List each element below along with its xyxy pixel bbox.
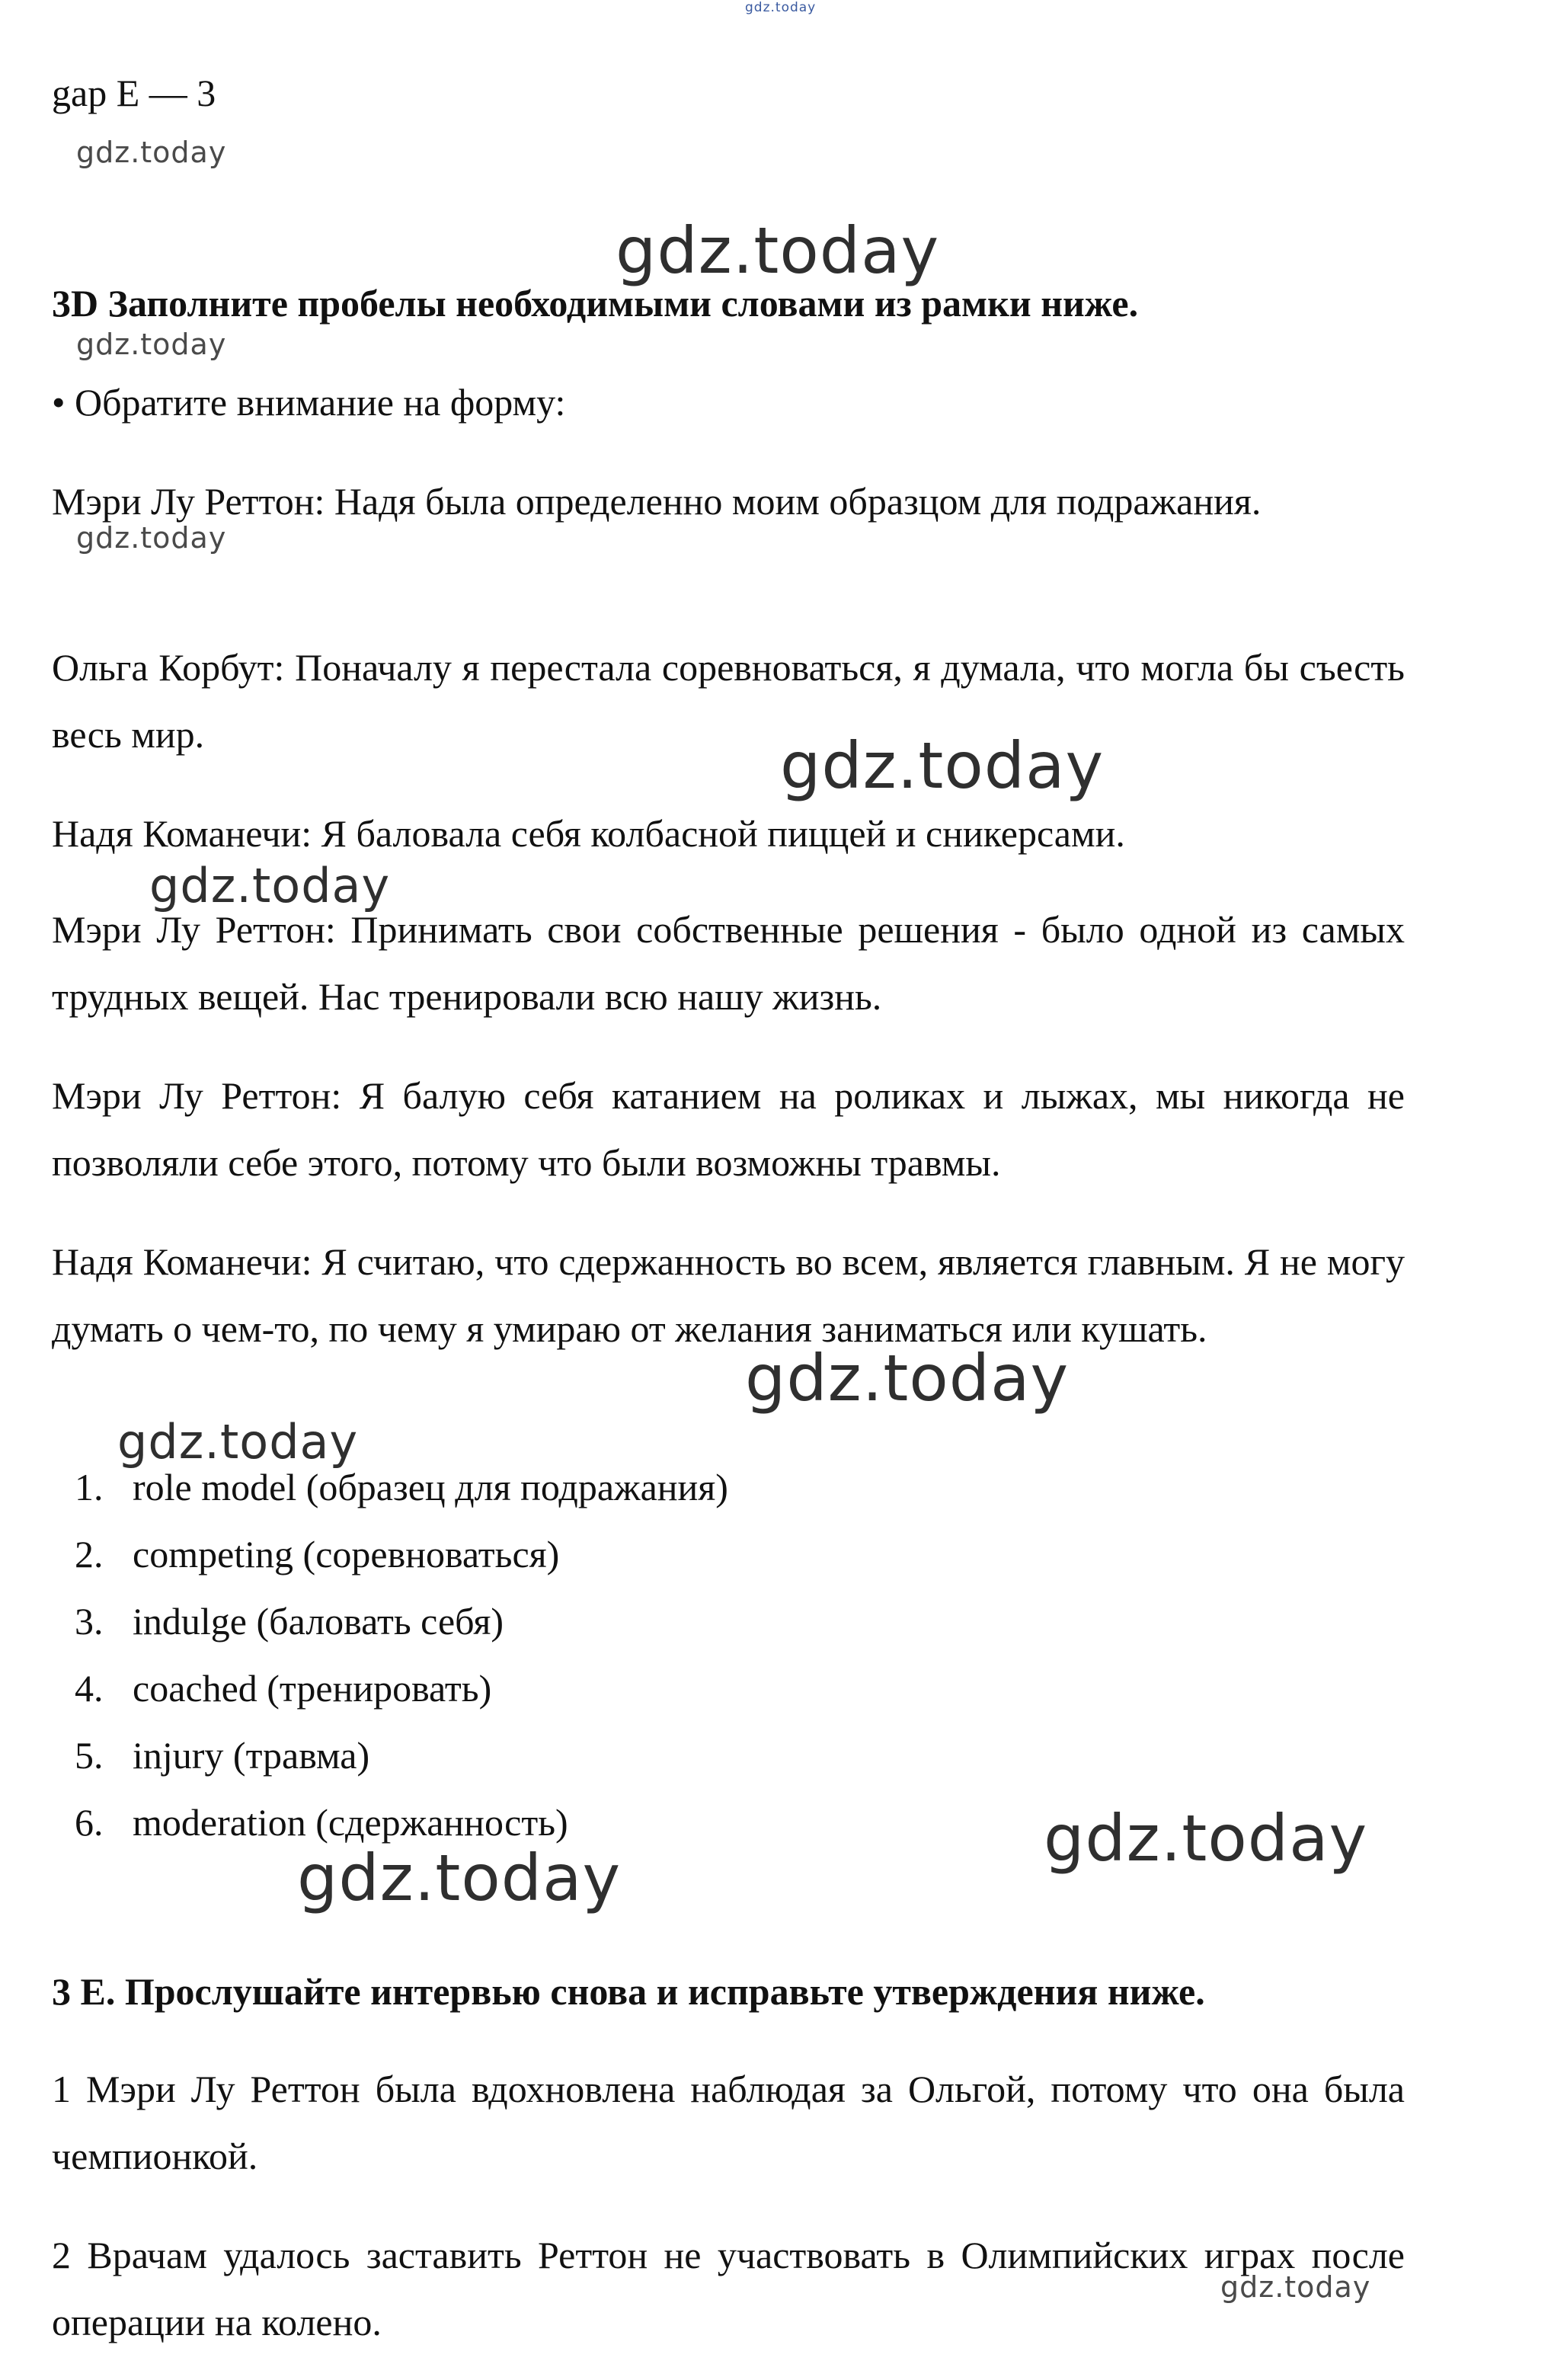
site-mark: gdz.today	[745, 0, 817, 15]
answer-item	[52, 1588, 728, 1655]
task-3d-paragraph: Мэри Лу Реттон: Я балую себя катанием на роликах и лыжах, мы никогда не позволяли себе этого, потому что были возможны травмы.	[52, 1074, 1405, 1184]
watermark: gdz.today	[616, 213, 940, 288]
task-3d-paragraph: Ольга Корбут: Поначалу я перестала соревноваться, я думала, что могла бы съесть весь мир.	[52, 646, 1405, 756]
task-3d-paragraph: Мэри Лу Реттон: Надя была определенно моим образцом для подражания.	[52, 480, 1262, 523]
answer-number: 1.	[75, 1466, 104, 1508]
answer-number: 6.	[75, 1801, 104, 1844]
answer-number: 5.	[75, 1734, 104, 1777]
watermark: gdz.today	[780, 728, 1105, 803]
task-3e-heading: 3 E. Прослушайте интервью снова и исправьте утверждения ниже.	[52, 1970, 1205, 2013]
task-3d-paragraph: Надя Команечи: Я баловала себя колбасной пиццей и сникерсами.	[52, 812, 1125, 855]
page-title: gap E — 3	[52, 72, 216, 114]
answer-text: moderation (сдержанность)	[133, 1801, 568, 1844]
answer-list	[52, 1454, 728, 1856]
task-3e-item: 2 Врачам удалось заставить Реттон не участвовать в Олимпийских играх после операции на колено.	[52, 2234, 1405, 2343]
answer-text: competing (соревноваться)	[133, 1533, 560, 1575]
answer-number: 3.	[75, 1600, 104, 1643]
answer-item	[52, 1655, 728, 1722]
watermark: gdz.today	[76, 328, 227, 361]
watermark: gdz.today	[1044, 1801, 1368, 1876]
watermark: gdz.today	[297, 1841, 622, 1915]
watermark: gdz.today	[1220, 2270, 1371, 2304]
answer-item	[52, 1521, 728, 1588]
task-3d-paragraph: Мэри Лу Реттон: Принимать свои собственные решения - было одной из самых трудных вещей. Нас тренировали всю нашу жизнь.	[52, 908, 1405, 1018]
answer-text: injury (травма)	[133, 1734, 370, 1777]
watermark: gdz.today	[76, 521, 227, 555]
watermark: gdz.today	[149, 858, 391, 913]
answer-item	[52, 1722, 728, 1789]
task-3d-heading: 3D Заполните пробелы необходимыми словами из рамки ниже.	[52, 282, 1139, 325]
task-3d-paragraph: Надя Команечи: Я считаю, что сдержанность во всем, является главным. Я не могу думать о чем-то, по чему я умираю от желания заниматься или кушать.	[52, 1240, 1405, 1350]
task-3e-item: 1 Мэри Лу Реттон была вдохновлена наблюдая за Ольгой, потому что она была чемпионкой.	[52, 2068, 1405, 2177]
watermark: gdz.today	[117, 1414, 359, 1470]
answer-text: coached (тренировать)	[133, 1667, 492, 1710]
watermark: gdz.today	[745, 1341, 1070, 1416]
answer-number: 4.	[75, 1667, 104, 1710]
answer-text: role model (образец для подражания)	[133, 1466, 728, 1508]
task-3d-note: • Обратите внимание на форму:	[52, 381, 566, 424]
answer-number: 2.	[75, 1533, 104, 1575]
answer-text: indulge (баловать себя)	[133, 1600, 504, 1643]
watermark: gdz.today	[76, 136, 227, 169]
